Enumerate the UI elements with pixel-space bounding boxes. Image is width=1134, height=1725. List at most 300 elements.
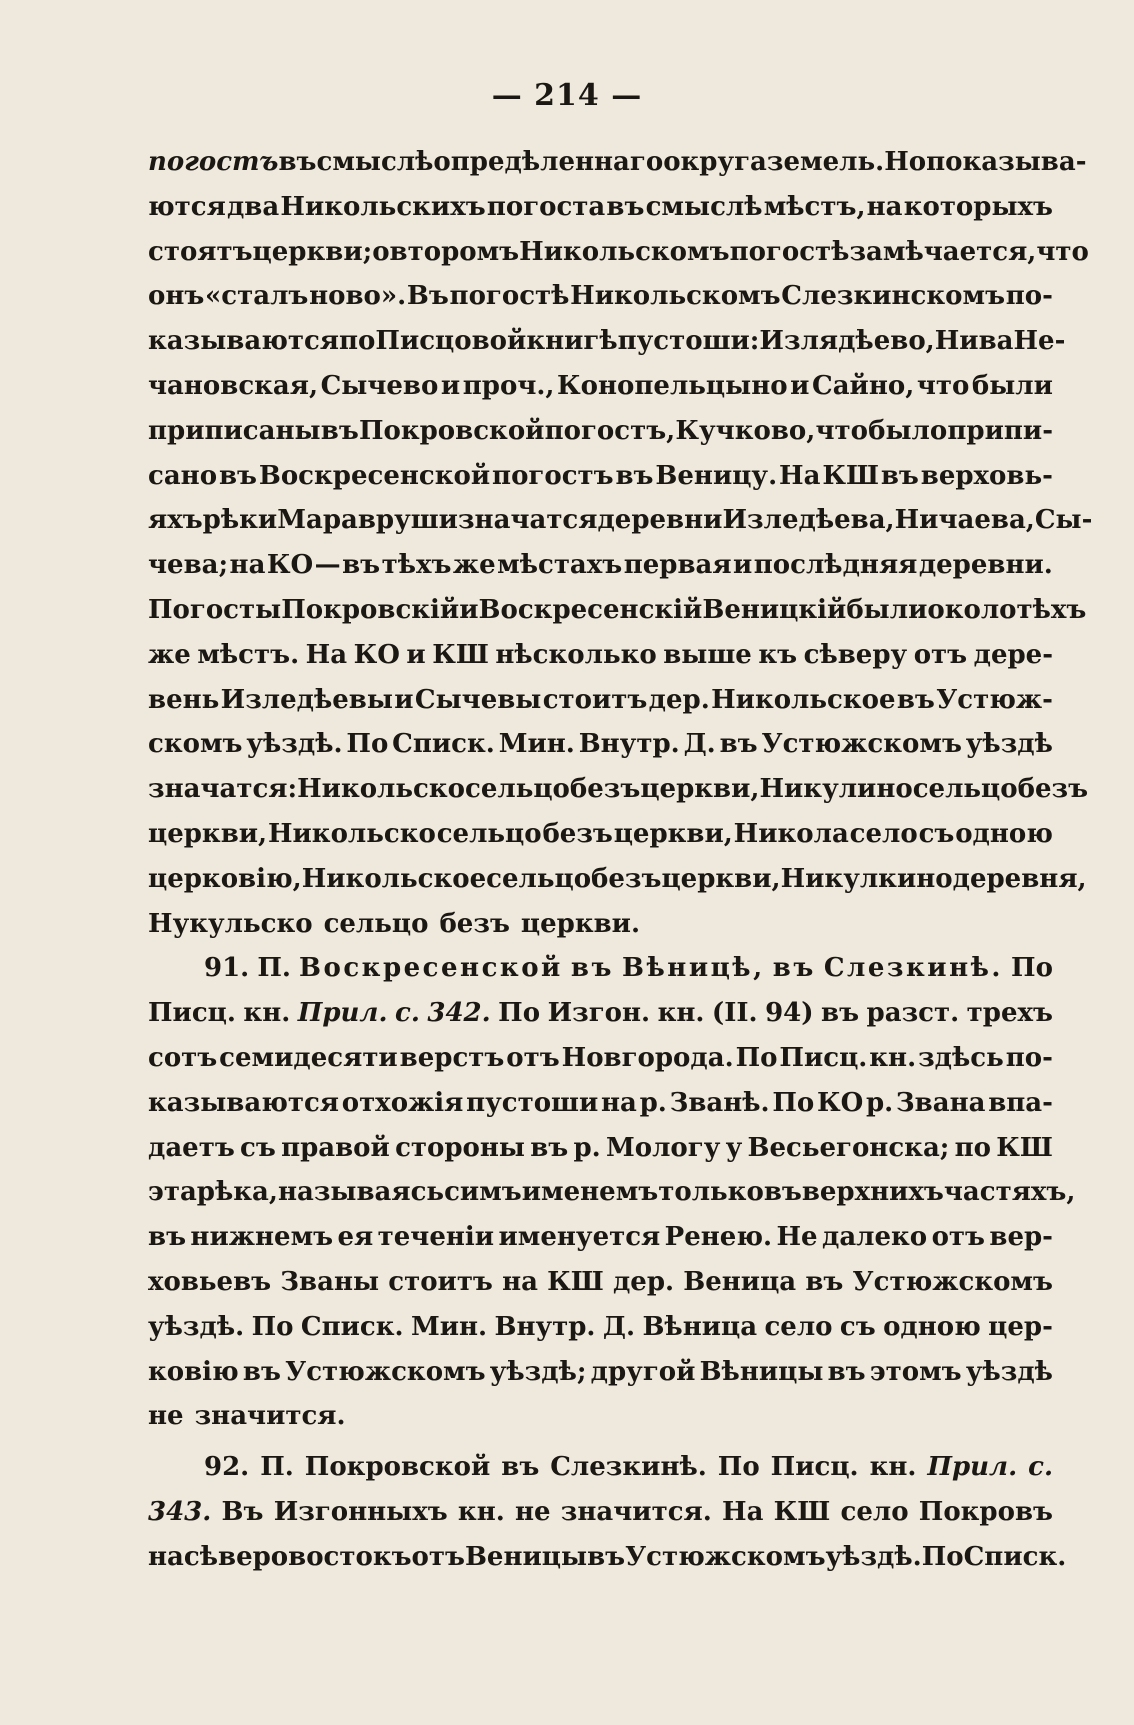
word: безъ bbox=[542, 818, 613, 849]
word: первая bbox=[623, 550, 732, 581]
word: верховь- bbox=[920, 460, 1053, 491]
word: правой bbox=[281, 1132, 390, 1163]
word: выше bbox=[663, 639, 752, 670]
word: семидесяти bbox=[219, 1042, 398, 1073]
word: же bbox=[452, 550, 496, 581]
word: Маравруши bbox=[277, 505, 458, 536]
word: Звана bbox=[895, 1087, 986, 1118]
word: стороны bbox=[395, 1132, 525, 1163]
word: «сталъ bbox=[205, 281, 309, 312]
word: симъ bbox=[444, 1177, 522, 1208]
word: (II. bbox=[711, 998, 758, 1029]
text-line bbox=[148, 1170, 1076, 1215]
word: стоитъ bbox=[388, 1266, 493, 1297]
text-line bbox=[148, 902, 1053, 947]
text-line bbox=[148, 857, 1087, 902]
word: чева; bbox=[148, 550, 229, 581]
word: смыслѣ bbox=[645, 191, 763, 222]
word: разст. bbox=[866, 998, 960, 1029]
word: проч., bbox=[462, 370, 555, 401]
word: и bbox=[394, 684, 414, 715]
word: и bbox=[406, 639, 426, 670]
word: было bbox=[868, 415, 948, 446]
word: Никольское bbox=[301, 863, 487, 894]
word: трехъ bbox=[966, 998, 1053, 1029]
word: Веницу. bbox=[655, 460, 778, 491]
word: нижнемъ bbox=[190, 1222, 334, 1253]
word: значится. bbox=[194, 1401, 346, 1432]
word: въ bbox=[606, 191, 645, 222]
word: 91. bbox=[204, 953, 250, 984]
word: одною bbox=[955, 818, 1053, 849]
word: отъ bbox=[931, 1222, 985, 1253]
word: яхъ bbox=[148, 505, 203, 536]
word: погостѣ bbox=[729, 236, 850, 267]
word: 92. bbox=[204, 1452, 250, 1483]
word: Вѣница bbox=[642, 1311, 758, 1342]
word: въ bbox=[501, 1452, 540, 1483]
word: По bbox=[498, 998, 541, 1029]
word: Д. bbox=[683, 729, 716, 760]
word: сано bbox=[148, 460, 218, 491]
text-line bbox=[148, 1305, 1053, 1350]
word: дер. bbox=[612, 1266, 675, 1297]
word: второмъ bbox=[389, 236, 520, 267]
word: въ bbox=[719, 729, 758, 760]
word: были bbox=[971, 370, 1053, 401]
word: Устюжскомъ bbox=[761, 729, 962, 760]
word: Сычево bbox=[320, 370, 439, 401]
word: По bbox=[1011, 953, 1053, 984]
word: Не- bbox=[1013, 326, 1066, 357]
word: вер- bbox=[989, 1222, 1053, 1253]
text-line bbox=[148, 274, 1053, 319]
word: по- bbox=[1005, 281, 1053, 312]
text-line bbox=[148, 230, 1089, 275]
word: рѣки bbox=[202, 505, 278, 536]
word: сѣверу bbox=[803, 639, 908, 670]
word: сельцо bbox=[465, 774, 570, 805]
word: Вѣницы bbox=[699, 1356, 824, 1387]
word: ея bbox=[337, 1222, 374, 1253]
word: Покровской bbox=[358, 415, 545, 446]
word: по bbox=[339, 326, 376, 357]
word: Списк. bbox=[300, 1311, 404, 1342]
word: Никольско bbox=[267, 818, 436, 849]
word: что bbox=[1036, 236, 1089, 267]
word: на bbox=[502, 1266, 538, 1297]
word: сельцо bbox=[323, 908, 429, 939]
word: погостъ bbox=[148, 147, 279, 177]
word: въ bbox=[530, 1132, 569, 1163]
word: въ bbox=[320, 415, 359, 446]
word: отхожія bbox=[341, 1087, 464, 1118]
word: сотъ bbox=[148, 1042, 218, 1073]
word: смыслѣ bbox=[316, 147, 434, 177]
word: же bbox=[148, 639, 191, 670]
text-line bbox=[148, 319, 1066, 364]
word: даетъ bbox=[148, 1132, 235, 1163]
word: Изгон. bbox=[547, 998, 651, 1029]
word: частяхъ, bbox=[943, 1177, 1076, 1208]
word: Устюжскомъ bbox=[625, 1541, 826, 1572]
word: КШ bbox=[547, 1266, 604, 1297]
word: По bbox=[346, 729, 389, 760]
page-number: — 214 — bbox=[491, 78, 643, 113]
word: приписаны bbox=[148, 415, 321, 446]
text-line bbox=[148, 1445, 1053, 1490]
word: По bbox=[251, 1311, 294, 1342]
word: на bbox=[601, 1087, 637, 1118]
word: церкви, bbox=[613, 818, 733, 849]
word: тѣхъ bbox=[381, 550, 452, 581]
word: въ bbox=[218, 460, 257, 491]
word: мѣстъ. bbox=[197, 639, 300, 670]
word: Прил. bbox=[297, 998, 388, 1029]
text-line bbox=[148, 991, 1053, 1036]
word: сельцо bbox=[436, 818, 542, 849]
word: Никулино bbox=[759, 774, 913, 805]
word: опредѣленнаго bbox=[433, 147, 664, 177]
word: Никольскомъ bbox=[519, 236, 730, 267]
text-line bbox=[148, 767, 1089, 812]
word: деревни. bbox=[918, 550, 1053, 581]
word: съ bbox=[918, 818, 955, 849]
word: что bbox=[815, 415, 868, 446]
word: въ bbox=[772, 953, 816, 984]
word: Въ bbox=[221, 1496, 264, 1527]
word: именуется bbox=[498, 1222, 661, 1253]
text-line bbox=[148, 364, 1053, 409]
word: которыхъ bbox=[903, 191, 1053, 222]
word: съ bbox=[839, 1311, 876, 1342]
word: Слезкинѣ. bbox=[823, 953, 1003, 984]
text-line bbox=[148, 1036, 1053, 1081]
word: — bbox=[314, 550, 341, 581]
word: Никола bbox=[733, 818, 849, 849]
word: уѣздѣ. bbox=[825, 1541, 922, 1572]
word: кн. bbox=[457, 1496, 505, 1527]
word: ковію bbox=[148, 1356, 239, 1387]
word: съ bbox=[240, 1132, 276, 1163]
word: въ bbox=[587, 1541, 626, 1572]
word: На bbox=[722, 1496, 764, 1527]
word: и bbox=[790, 370, 810, 401]
word: только bbox=[658, 1177, 764, 1208]
word: Званы bbox=[280, 1266, 380, 1297]
word: Не bbox=[776, 1222, 818, 1253]
word: тѣхъ bbox=[1016, 594, 1087, 625]
word: не bbox=[515, 1496, 551, 1527]
text-line bbox=[148, 543, 1053, 588]
word: На bbox=[779, 460, 821, 491]
text-line bbox=[148, 1350, 1053, 1395]
word: Писц. bbox=[770, 1452, 859, 1483]
word: по- bbox=[1005, 1042, 1053, 1073]
word: въ bbox=[242, 1356, 281, 1387]
word: въ bbox=[570, 953, 614, 984]
word: Устюжскомъ bbox=[285, 1356, 486, 1387]
word: дере- bbox=[973, 639, 1053, 670]
word: значится. bbox=[560, 1496, 712, 1527]
word: 342. bbox=[427, 998, 491, 1029]
text-line bbox=[148, 409, 1053, 454]
word: 343. bbox=[148, 1496, 212, 1527]
word: что bbox=[916, 370, 970, 401]
word: мѣстъ, bbox=[763, 191, 866, 222]
word: на bbox=[148, 1541, 184, 1572]
text-line bbox=[148, 588, 1087, 633]
word: р. bbox=[639, 1087, 667, 1118]
word: Покровской bbox=[304, 1452, 491, 1483]
word: КШ bbox=[996, 1132, 1053, 1163]
word: показыва- bbox=[926, 147, 1087, 177]
text-line bbox=[148, 812, 1053, 857]
word: о bbox=[372, 236, 390, 267]
word: Писц. bbox=[148, 998, 236, 1029]
word: значатся bbox=[457, 505, 598, 536]
word: Слезкинѣ. bbox=[550, 1452, 707, 1483]
word: верхнихъ bbox=[801, 1177, 944, 1208]
word: Списк. bbox=[392, 729, 495, 760]
word: мѣстахъ bbox=[497, 550, 623, 581]
word: Нукульско bbox=[148, 908, 313, 939]
word: Кучково, bbox=[675, 415, 816, 446]
text-line bbox=[148, 1215, 1053, 1260]
word: церкви; bbox=[252, 236, 373, 267]
word: церкви, bbox=[640, 774, 760, 805]
word: Веницы bbox=[464, 1541, 588, 1572]
word: Никольское bbox=[711, 684, 896, 715]
word: уѣздѣ bbox=[965, 1356, 1053, 1387]
word: на bbox=[866, 191, 903, 222]
word: село bbox=[849, 818, 918, 849]
word: этомъ bbox=[869, 1356, 962, 1387]
word: уѣздѣ. bbox=[246, 729, 343, 760]
word: пустоши bbox=[466, 1087, 599, 1118]
word: нѣсколько bbox=[495, 639, 657, 670]
text-line bbox=[148, 498, 1093, 543]
word: и bbox=[733, 550, 753, 581]
word: не bbox=[148, 1401, 184, 1432]
word: КО bbox=[816, 1087, 864, 1118]
text-line bbox=[148, 1260, 1053, 1305]
word: вень bbox=[148, 684, 220, 715]
word: Мин. bbox=[410, 1311, 488, 1342]
word: Устюжскомъ bbox=[852, 1266, 1053, 1297]
word: погостѣ bbox=[449, 281, 570, 312]
word: на bbox=[229, 550, 266, 581]
word: замѣчается, bbox=[849, 236, 1037, 267]
word: уѣздѣ; bbox=[489, 1356, 587, 1387]
word: кн. bbox=[869, 1042, 917, 1073]
word: округа bbox=[663, 147, 767, 177]
word: ново». bbox=[309, 281, 407, 312]
word: въ bbox=[615, 460, 654, 491]
word: погостъ bbox=[492, 460, 614, 491]
word: кн. bbox=[243, 998, 291, 1029]
word: и bbox=[440, 370, 461, 401]
word: Никольско bbox=[297, 774, 465, 805]
word: КО bbox=[266, 550, 314, 581]
word: КО bbox=[353, 639, 400, 670]
word: р. bbox=[865, 1087, 894, 1118]
word: въ bbox=[827, 1356, 866, 1387]
word: послѣдняя bbox=[753, 550, 918, 581]
word: По bbox=[921, 1541, 964, 1572]
word: погоста bbox=[486, 191, 606, 222]
word: с. bbox=[1028, 1452, 1053, 1483]
word: Внутр. bbox=[578, 729, 680, 760]
word: цер- bbox=[988, 1311, 1053, 1342]
text-line bbox=[148, 722, 1053, 767]
word: стоятъ bbox=[148, 236, 253, 267]
word: Прил. bbox=[927, 1452, 1018, 1483]
word: церкви. bbox=[520, 908, 640, 939]
word: Но bbox=[884, 147, 927, 177]
word: онъ bbox=[148, 281, 205, 312]
word: деревня, bbox=[952, 863, 1087, 894]
word: Никулкино bbox=[780, 863, 953, 894]
word: КШ bbox=[432, 639, 489, 670]
word: КШ bbox=[773, 1496, 831, 1527]
word: къ bbox=[758, 639, 798, 670]
word: Сычевы bbox=[414, 684, 542, 715]
word: Веница bbox=[683, 1266, 797, 1297]
word: Изгонныхъ bbox=[273, 1496, 448, 1527]
word: безъ bbox=[591, 863, 662, 894]
word: называясь bbox=[277, 1177, 445, 1208]
word: безъ bbox=[569, 774, 641, 805]
word: чановская, bbox=[148, 370, 319, 401]
word: П. bbox=[257, 953, 291, 984]
text-line bbox=[148, 1394, 1053, 1439]
word: Погосты bbox=[148, 594, 282, 625]
word: безъ bbox=[439, 908, 510, 939]
word: Ничаева, bbox=[894, 505, 1035, 536]
word: ются bbox=[148, 191, 226, 222]
text-line bbox=[148, 1535, 1067, 1580]
word: теченіи bbox=[377, 1222, 495, 1253]
word: Изледѣева, bbox=[722, 505, 895, 536]
word: значатся: bbox=[148, 774, 298, 805]
word: деревни bbox=[597, 505, 723, 536]
word: П. bbox=[260, 1452, 294, 1483]
word: погостъ, bbox=[544, 415, 676, 446]
word: Писцовой bbox=[375, 326, 527, 357]
text-line bbox=[148, 1081, 1053, 1126]
word: Д. bbox=[602, 1311, 636, 1342]
word: уѣздѣ bbox=[965, 729, 1053, 760]
word: Мин. bbox=[498, 729, 575, 760]
word: два bbox=[226, 191, 280, 222]
word: въ bbox=[278, 147, 317, 177]
text-line bbox=[148, 185, 1053, 230]
word: Внутр. bbox=[494, 1311, 596, 1342]
word: впа- bbox=[988, 1087, 1053, 1118]
word: и bbox=[459, 594, 479, 625]
word: у bbox=[725, 1132, 743, 1163]
word: Никольскомъ bbox=[570, 281, 781, 312]
word: церкви, bbox=[661, 863, 781, 894]
word: безъ bbox=[1017, 774, 1089, 805]
word: другой bbox=[590, 1356, 696, 1387]
word: сельцо bbox=[912, 774, 1018, 805]
word: около bbox=[927, 594, 1017, 625]
word: отъ bbox=[913, 639, 968, 670]
word: Конопельцыно bbox=[557, 370, 788, 401]
word: книгѣ bbox=[526, 326, 618, 357]
word: Ренею. bbox=[664, 1222, 773, 1253]
word: одною bbox=[883, 1311, 981, 1342]
word: сѣверовостокъ bbox=[183, 1541, 412, 1572]
text-line bbox=[148, 1126, 1053, 1171]
word: именемъ bbox=[521, 1177, 659, 1208]
word: ховьевъ bbox=[148, 1266, 272, 1297]
word: въ bbox=[896, 684, 935, 715]
word: Покровъ bbox=[918, 1496, 1053, 1527]
text-line bbox=[148, 454, 1053, 499]
text-line bbox=[148, 678, 1053, 723]
word: въ bbox=[821, 998, 860, 1029]
word: отъ bbox=[506, 1042, 560, 1073]
word: далеко bbox=[821, 1222, 928, 1253]
word: Веницкій bbox=[702, 594, 847, 625]
word: кн. bbox=[869, 1452, 917, 1483]
word: Писц. bbox=[779, 1042, 868, 1073]
word: Въ bbox=[406, 281, 449, 312]
text-line bbox=[148, 946, 1053, 991]
word: село bbox=[764, 1311, 833, 1342]
word: Покровскій bbox=[281, 594, 460, 625]
word: Слезкинскомъ bbox=[781, 281, 1006, 312]
text-line bbox=[148, 140, 1087, 185]
word: отъ bbox=[411, 1541, 465, 1572]
word: Мологу bbox=[605, 1132, 721, 1163]
word: р. bbox=[573, 1132, 601, 1163]
text-line bbox=[148, 633, 1053, 678]
word: Сы- bbox=[1034, 505, 1093, 536]
word: Воскресенскій bbox=[478, 594, 703, 625]
word: Воскресенской bbox=[258, 460, 491, 491]
word: припи- bbox=[947, 415, 1053, 446]
word: скомъ bbox=[148, 729, 243, 760]
word: кн. bbox=[657, 998, 705, 1029]
word: казываются bbox=[148, 1087, 340, 1118]
body-text bbox=[148, 140, 1093, 1580]
word: 94) bbox=[765, 998, 814, 1029]
word: дер. bbox=[648, 684, 710, 715]
word: с. bbox=[394, 998, 420, 1029]
word: въ bbox=[880, 460, 919, 491]
word: Излядѣево, bbox=[759, 326, 935, 357]
word: здѣсь bbox=[918, 1042, 1004, 1073]
word: Изледѣевы bbox=[220, 684, 393, 715]
word: въ bbox=[148, 1222, 187, 1253]
word: Списк. bbox=[963, 1541, 1067, 1572]
word: были bbox=[846, 594, 928, 625]
word: Весьегонска; bbox=[747, 1132, 950, 1163]
word: Нива bbox=[934, 326, 1014, 357]
word: въ bbox=[805, 1266, 844, 1297]
word: пустоши: bbox=[617, 326, 760, 357]
word: эта bbox=[148, 1177, 197, 1208]
word: въ bbox=[342, 550, 381, 581]
word: Вѣницѣ, bbox=[622, 953, 765, 984]
word: въ bbox=[763, 1177, 802, 1208]
word: село bbox=[840, 1496, 909, 1527]
text-line bbox=[148, 1490, 1053, 1535]
